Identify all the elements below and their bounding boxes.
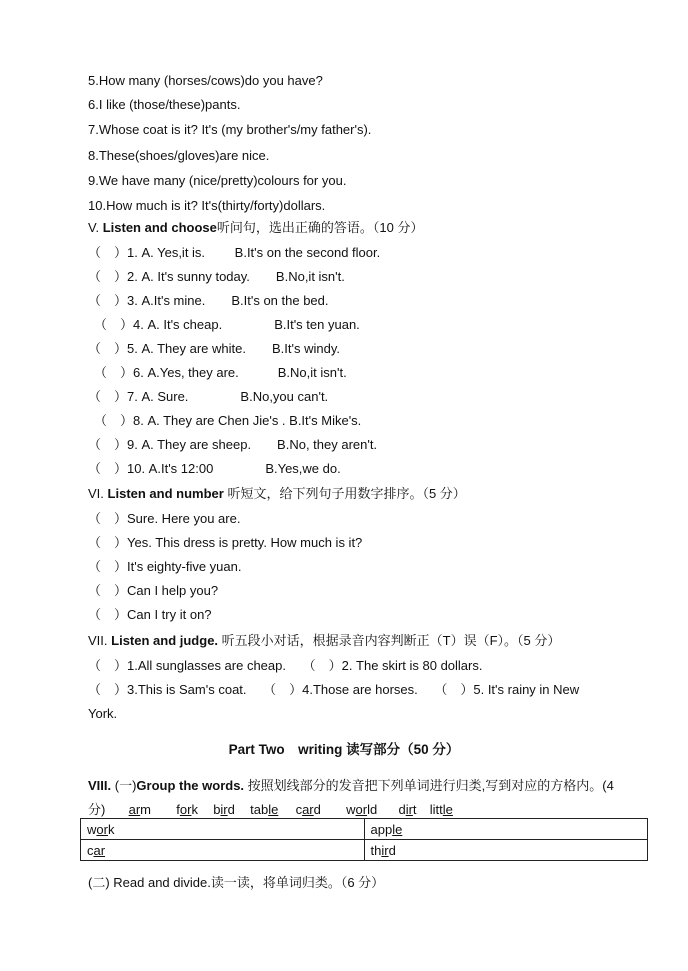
choice-item: （ ）5. A. They are white. B.It's windy. bbox=[88, 341, 340, 356]
choice-item: （ ）9. A. They are sheep. B.No, they aren't. bbox=[88, 437, 378, 452]
section-instruction: 按照划线部分的发音把下列单词进行归类,写到对应的方格内。(4 bbox=[247, 778, 614, 793]
section-number: VIII. bbox=[88, 778, 112, 793]
part-two-title: Part Two writing 读写部分（50 分） bbox=[228, 742, 460, 757]
question-9: 9.We have many (nice/pretty)colours for you. bbox=[88, 173, 347, 188]
section-subnumber: (一) bbox=[114, 778, 137, 793]
order-item: （ ）Sure. Here you are. bbox=[88, 511, 241, 526]
table-row bbox=[81, 840, 648, 861]
question-5: 5.How many (horses/cows)do you have? bbox=[88, 73, 323, 88]
section-viii-heading bbox=[88, 778, 614, 794]
table-cell: third bbox=[364, 840, 648, 861]
choice-item: （ ）10. A.It's 12:00 B.Yes,we do. bbox=[88, 461, 341, 476]
choice-item: （ ）6. A.Yes, they are. B.No,it isn't. bbox=[94, 365, 347, 380]
section-instruction: 听短文，给下列句子用数字排序。（5 分） bbox=[227, 486, 466, 501]
word-bank-word: card bbox=[295, 802, 321, 817]
choice-item: （ ）8. A. They are Chen Jie's . B.It's Mike's. bbox=[94, 413, 362, 428]
section-number: V. bbox=[88, 220, 100, 235]
word-bank-word: bird bbox=[213, 802, 235, 817]
question-6: 6.I like (those/these)pants. bbox=[88, 97, 241, 112]
section-title: Group the words. bbox=[136, 778, 245, 793]
word-bank-row bbox=[88, 802, 453, 818]
word-bank-word: little bbox=[429, 802, 453, 817]
word-bank-word: world bbox=[346, 802, 378, 817]
table-cell: apple bbox=[364, 819, 648, 840]
choice-item: （ ）2. A. It's sunny today. B.No,it isn't. bbox=[88, 269, 345, 284]
section-instruction-cont: 分) bbox=[88, 802, 106, 817]
section-viii-part-2-heading: (二) Read and divide.读一读，将单词归类。（6 分） bbox=[88, 875, 385, 890]
section-title: Listen and judge. bbox=[111, 633, 219, 648]
table-row bbox=[81, 819, 648, 840]
section-v-heading bbox=[88, 220, 423, 236]
order-item: （ ）Can I try it on? bbox=[88, 607, 212, 622]
choice-item: （ ）4. A. It's cheap. B.It's ten yuan. bbox=[94, 317, 360, 332]
judge-line-2: （ ）3.This is Sam's coat. （ ）4.Those are horses. （ ）5. It's rainy in New bbox=[88, 682, 580, 697]
word-bank-word: fork bbox=[176, 802, 198, 817]
word-bank-word: dirt bbox=[398, 802, 417, 817]
section-instruction: 听问句，选出正确的答语。（10 分） bbox=[216, 220, 424, 235]
order-item: （ ）Yes. This dress is pretty. How much is it? bbox=[88, 535, 363, 550]
section-title: Listen and number bbox=[107, 486, 224, 501]
table-cell: work bbox=[81, 819, 365, 840]
section-number: VI. bbox=[88, 486, 104, 501]
section-number: VII. bbox=[88, 633, 108, 648]
question-8: 8.These(shoes/gloves)are nice. bbox=[88, 148, 270, 163]
word-bank-word: table bbox=[250, 802, 279, 817]
word-bank-word: arm bbox=[128, 802, 151, 817]
group-words-table bbox=[80, 818, 648, 861]
choice-item: （ ）1. A. Yes,it is. B.It's on the second floor. bbox=[88, 245, 381, 260]
section-vi-heading bbox=[88, 486, 466, 502]
order-item: （ ）Can I help you? bbox=[88, 583, 219, 598]
judge-line-3: York. bbox=[88, 706, 118, 721]
question-10: 10.How much is it? It's(thirty/forty)dollars. bbox=[88, 198, 326, 213]
judge-line-1: （ ）1.All sunglasses are cheap. （ ）2. The skirt is 80 dollars. bbox=[88, 658, 483, 673]
section-vii-heading bbox=[88, 633, 560, 649]
choice-item: （ ）3. A.It's mine. B.It's on the bed. bbox=[88, 293, 329, 308]
section-instruction: 听五段小对话，根据录音内容判断正（T）误（F）。（5 分） bbox=[221, 633, 561, 648]
choice-item: （ ）7. A. Sure. B.No,you can't. bbox=[88, 389, 329, 404]
order-item: （ ）It's eighty-five yuan. bbox=[88, 559, 242, 574]
table-cell: car bbox=[81, 840, 365, 861]
question-7: 7.Whose coat is it? It's (my brother's/my father's). bbox=[88, 122, 372, 137]
section-title: Listen and choose bbox=[102, 220, 217, 235]
